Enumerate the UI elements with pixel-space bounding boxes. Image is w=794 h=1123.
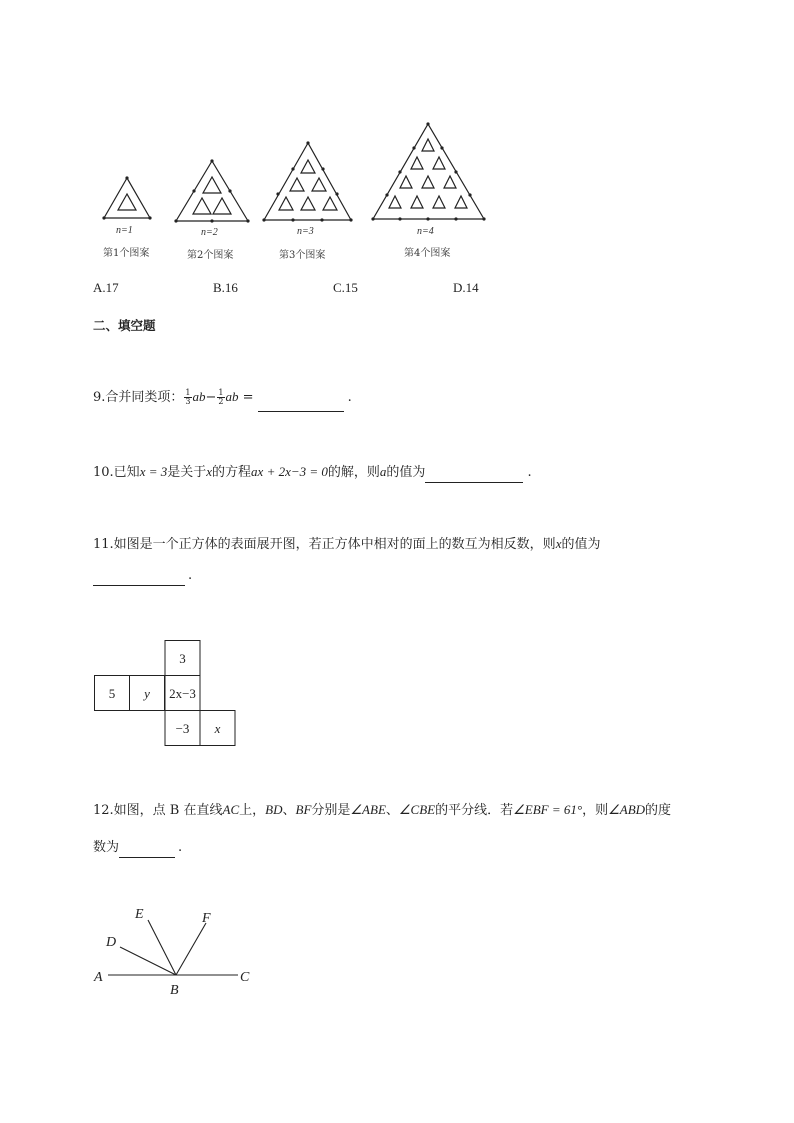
ray-be [148,920,176,975]
point-label-f: F [202,911,211,926]
point-label-c: C [240,970,250,985]
pattern-3-caption: 第3个图案 [279,250,326,261]
q9-prefix: 9.合并同类项： [93,390,184,405]
angle-figure [88,900,268,1000]
q10-text-1: 10.已知 [93,465,140,480]
q12-text-7: ，则 [582,803,609,818]
q9-frac2-num: 1 [218,388,224,397]
ray-bd [120,947,176,975]
pattern-3 [264,143,351,220]
point-label-b: B [170,983,179,998]
q8-option-b[interactable]: B.16 [213,280,238,295]
q10-text-3: 的方程 [212,465,252,480]
question-12-line-2 [93,836,182,858]
q9-answer-blank[interactable] [258,389,344,412]
q10-math-2: x [206,464,213,479]
question-9 [93,386,352,412]
q9-frac1-num: 1 [185,388,191,397]
cube-face-top: 3 [179,651,186,666]
q12-text-4: 分别是 [311,803,351,818]
q9-frac1-den: 3 [185,397,191,406]
q10-math-3: a [379,464,387,479]
point-label-a: A [94,970,103,985]
q10-text-2: 是关于 [167,465,207,480]
q12-math-ebf: ∠EBF = 61° [513,802,583,817]
q12-math-abe: ∠ABE [350,802,386,817]
pattern-2 [176,161,248,221]
q9-minus: − [205,390,217,405]
q12-text-5: 、 [385,803,399,818]
point-label-e: E [135,907,144,922]
q9-frac2-den: 2 [218,397,224,406]
pattern-1 [104,178,150,218]
q9-fraction-1 [184,389,191,406]
pattern-1-caption: 第1个图案 [103,248,150,259]
question-12 [93,799,671,818]
q8-option-a[interactable]: A.17 [93,280,119,295]
pattern-3-n-label: n=3 [297,226,314,237]
cube-face-left-2: y [144,686,150,701]
question-10 [93,461,532,483]
q12-answer-blank[interactable] [119,842,175,858]
q11-answer-blank[interactable] [93,570,185,586]
q10-end: . [527,465,532,480]
q10-equation: ax + 2x−3 = 0 [251,464,328,479]
q10-text-4: 的解，则 [327,465,380,480]
q10-math-1: x = 3 [139,464,168,479]
ray-bf [176,923,206,975]
question-11-line-2 [93,568,192,586]
q11-text-2: 的值为 [561,537,601,552]
cube-face-left-1: 5 [108,686,116,701]
q11-text-1: 11.如图是一个正方体的表面展开图，若正方体中相对的面上的数互为相反数，则 [93,537,556,552]
q9-end: . [347,390,352,405]
q12-text-6: 的平分线．若 [435,803,514,818]
pattern-4-caption: 第4个图案 [404,248,451,259]
q12-math-bd: BD [265,802,283,817]
q9-term-1: ab [192,389,206,404]
pattern-1-n-label: n=1 [116,225,133,236]
cube-face-bottom: −3 [175,721,190,736]
q8-option-d[interactable]: D.14 [453,280,479,295]
q11-end: . [188,568,193,583]
point-label-d: D [106,935,117,950]
q9-term-2: ab [225,389,239,404]
cube-face-right: x [214,721,221,736]
q12-math-bf: BF [295,802,312,817]
q12-math-abd: ∠ABD [608,802,646,817]
q12-math-ac: AC [222,802,240,817]
q9-fraction-2 [217,389,224,406]
q12-text-3: 、 [282,803,296,818]
pattern-4-n-label: n=4 [417,226,434,237]
cube-net-figure [94,640,236,746]
q10-answer-blank[interactable] [425,467,523,483]
pattern-2-n-label: n=2 [201,227,218,238]
q12-text-2: 上， [239,803,266,818]
pattern-2-caption: 第2个图案 [187,250,234,261]
q8-option-c[interactable]: C.15 [333,280,358,295]
pattern-4 [373,124,484,219]
q11-math-x: x [555,536,562,551]
question-11 [93,533,600,552]
section-heading: 二、填空题 [93,318,156,333]
q12-math-cbe: ∠CBE [398,802,436,817]
q10-text-5: 的值为 [386,465,426,480]
q12-text-8: 的度 [645,803,672,818]
q12-end: . [178,840,183,855]
q12-text-1: 12.如图，点 B 在直线 [93,803,223,818]
q9-equals: = [238,390,258,405]
cube-face-center: 2x−3 [169,686,196,701]
q12-line-2-text: 数为 [93,840,120,855]
